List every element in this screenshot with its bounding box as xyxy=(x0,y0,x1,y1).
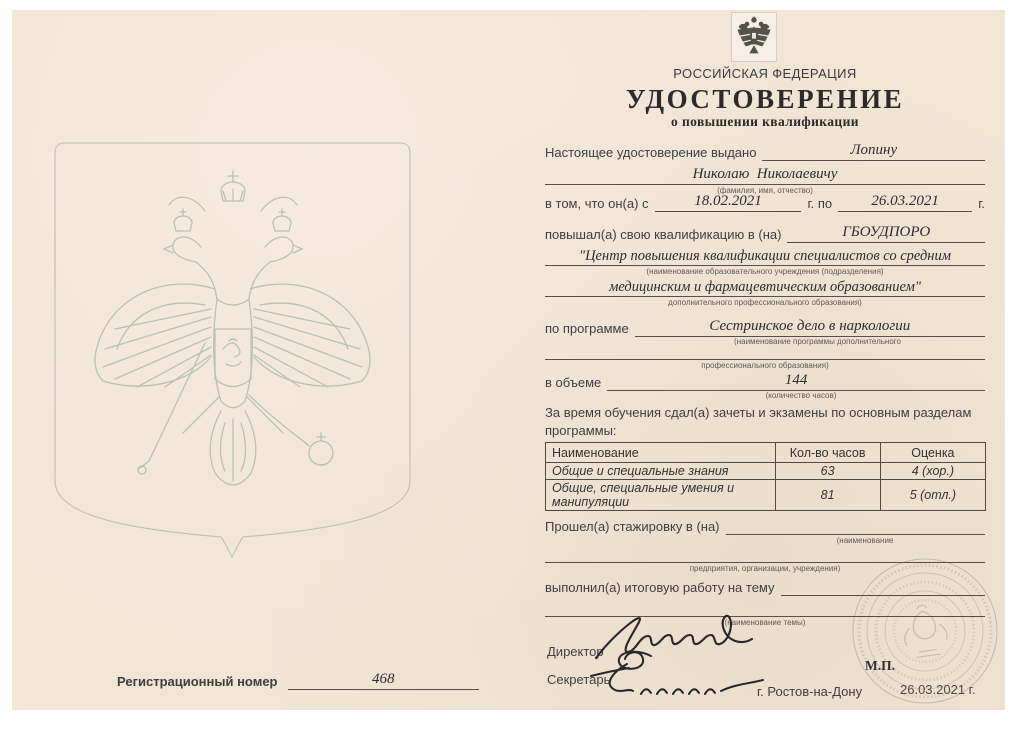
thesis-label: выполнил(а) итоговую работу на тему xyxy=(545,580,775,596)
issued-row xyxy=(545,140,985,161)
period-prefix: в том, что он(а) с xyxy=(545,196,649,212)
qualification-label: повышал(а) свою квалификацию в (на) xyxy=(545,227,782,243)
internship-caption2: предприятия, организации, учреждения) xyxy=(689,564,841,573)
col-header-grade: Оценка xyxy=(880,443,985,463)
row2-grade: 5 (отл.) xyxy=(880,480,985,511)
name-row xyxy=(545,162,985,185)
date-to-field: 26.03.2021 xyxy=(838,194,972,212)
program-caption1: (наименование программы дополнительного xyxy=(734,337,901,346)
org-line1-field: ГБОУДПОРО xyxy=(787,225,985,243)
row1-grade: 4 (хор.) xyxy=(880,463,985,480)
thesis-empty-line xyxy=(545,605,985,617)
registration-number-field: 468 xyxy=(288,672,480,690)
program-empty-field xyxy=(545,348,985,360)
date-from-field: 18.02.2021 xyxy=(655,194,802,212)
col-header-name: Наименование xyxy=(546,443,776,463)
document-title: УДОСТОВЕРЕНИЕ xyxy=(625,84,905,114)
exams-note: За время обучения сдал(а) зачеты и экзамены по основным разделам программы: xyxy=(545,405,972,439)
stamp-place-label: М.П. xyxy=(865,658,895,673)
city-label: г. Ростов-на-Дону xyxy=(757,684,863,699)
table-row xyxy=(546,463,986,480)
volume-label: в объеме xyxy=(545,375,602,391)
table-header-row xyxy=(546,443,986,463)
program-caption2: профессионального образования) xyxy=(701,361,829,370)
name-caption: (фамилия, имя, отчество) xyxy=(717,186,813,195)
secretary-signature xyxy=(589,646,779,706)
internship-field2 xyxy=(545,551,985,563)
volume-row xyxy=(545,368,985,391)
org-line2-row xyxy=(545,243,985,266)
internship-label: Прошел(а) стажировку в (на) xyxy=(545,519,720,535)
table-row xyxy=(546,480,986,511)
org-caption1: (наименование образовательного учреждения (подразделения) xyxy=(646,267,884,276)
internship-empty-line xyxy=(545,551,985,563)
volume-caption: (количество часов) xyxy=(765,391,837,400)
period-middle: г. по xyxy=(807,196,833,212)
row1-hours: 63 xyxy=(775,463,880,480)
country-title: РОССИЙСКАЯ ФЕДЕРАЦИЯ xyxy=(673,66,857,81)
row2-hours: 81 xyxy=(775,480,880,511)
program-row xyxy=(545,314,985,337)
org-line3-row xyxy=(545,274,985,297)
program-field: Сестринское дело в наркологии xyxy=(635,319,985,337)
org-caption2: дополнительного профессионального образования) xyxy=(668,298,862,307)
thesis-field2 xyxy=(545,605,985,617)
director-label: Директор xyxy=(547,644,604,659)
name-patronymic-field: Николаю Николаевичу xyxy=(545,167,985,185)
surname-field: Лопину xyxy=(762,143,985,161)
russia-coat-of-arms-icon xyxy=(736,16,772,58)
certificate-page xyxy=(12,10,1005,710)
period-suffix: г. xyxy=(978,196,985,212)
volume-field: 144 xyxy=(607,373,985,391)
coat-of-arms-watermark xyxy=(43,133,422,565)
col-header-hours: Кол-во часов xyxy=(775,443,880,463)
org-line2-field: "Центр повышения квалификации специалистов со средним xyxy=(545,249,985,266)
thesis-field xyxy=(781,584,985,596)
period-row xyxy=(545,186,985,212)
program-empty-line xyxy=(545,348,985,360)
internship-row xyxy=(545,519,985,535)
row1-name: Общие и специальные знания xyxy=(546,463,776,480)
registration-row xyxy=(117,672,479,690)
internship-caption1: (наименование xyxy=(836,536,894,545)
document-subtitle: о повышении квалификации xyxy=(671,114,859,129)
qualification-row xyxy=(545,220,985,243)
org-line3-field: медицинским и фармацевтическим образованием" xyxy=(545,280,985,297)
header-emblem-box xyxy=(731,12,777,62)
issued-label: Настоящее удостоверение выдано xyxy=(545,145,757,161)
internship-field xyxy=(726,523,985,535)
row2-name: Общие, специальные умения и манипуляции xyxy=(546,480,776,511)
registration-label: Регистрационный номер xyxy=(117,673,278,689)
thesis-row xyxy=(545,580,985,596)
issue-date: 26.03.2021 г. xyxy=(900,682,976,697)
program-label: по программе xyxy=(545,321,629,337)
results-table xyxy=(545,442,986,511)
thesis-caption: (наименование темы) xyxy=(724,618,806,627)
secretary-label: Секретарь xyxy=(547,672,611,687)
